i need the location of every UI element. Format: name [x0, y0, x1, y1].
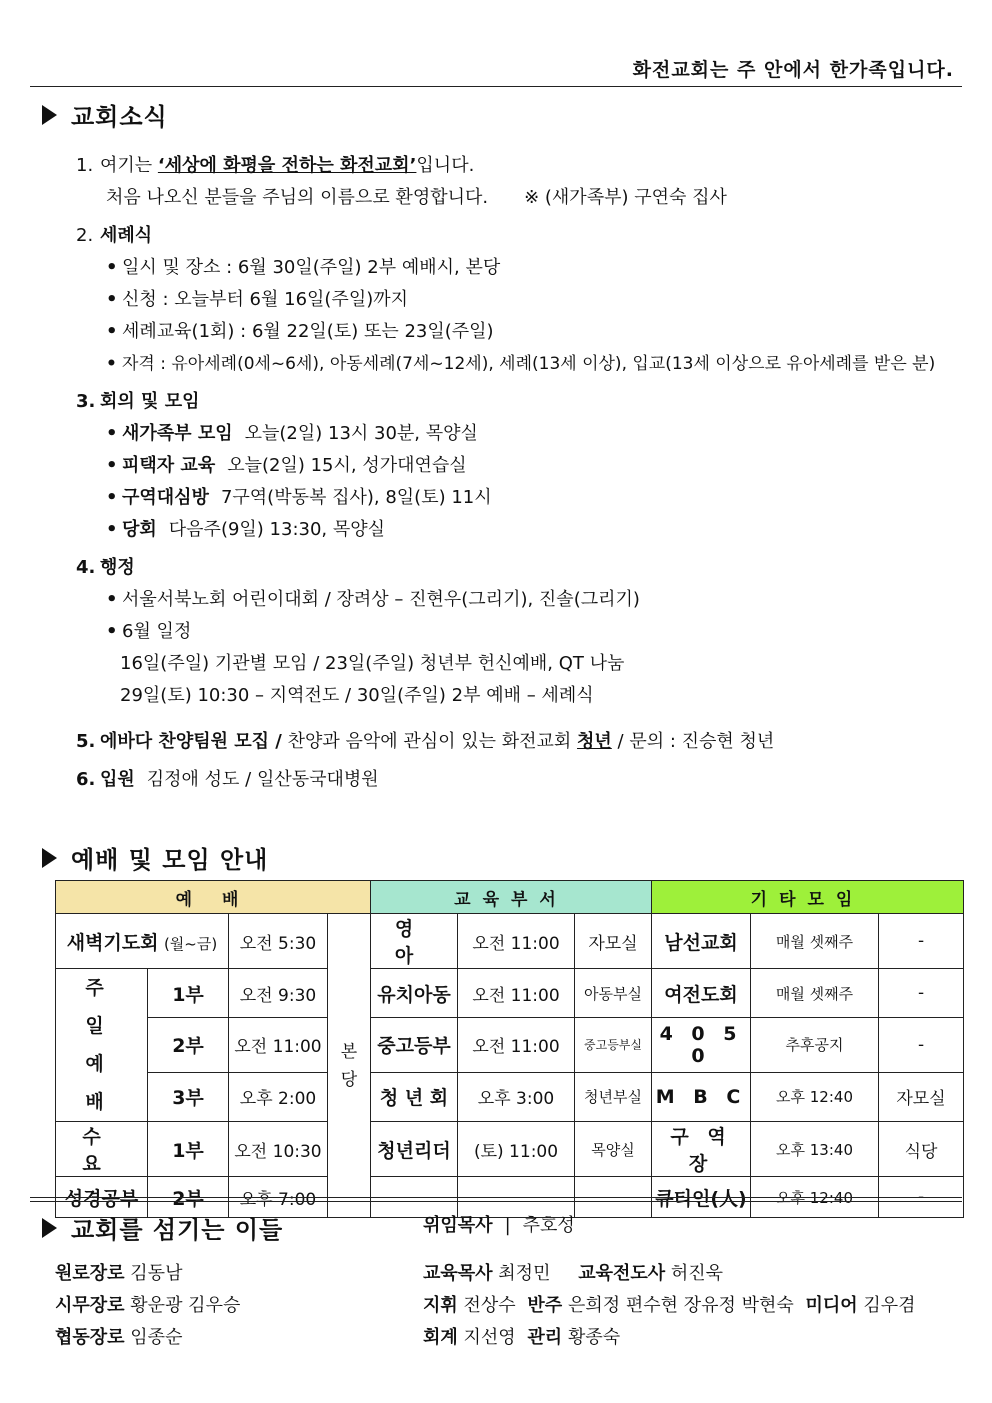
list-item	[55, 1290, 240, 1322]
bullet-dot-icon: •	[106, 621, 118, 642]
list-item	[423, 1258, 916, 1290]
edu-name: 유치아동	[371, 969, 458, 1018]
news-list	[76, 150, 956, 796]
item6-text: 김정애 성도 / 일산동국대병원	[146, 769, 379, 790]
news-item-1	[76, 150, 956, 182]
service-part: 2부	[148, 1018, 229, 1072]
item4-schedule-2: 29일(토) 10:30 – 지역전도 / 30일(주일) 2부 예배 – 세례식	[120, 685, 594, 706]
role-label: 교육목사	[423, 1263, 493, 1284]
item2-bullet-3: 세례교육(1회) : 6월 22일(토) 또는 23일(주일)	[122, 321, 494, 342]
role-label: 회계	[423, 1327, 458, 1348]
list-item	[423, 1322, 916, 1354]
role-label: 원로장로	[55, 1263, 125, 1284]
service-time: 오후 7:00	[229, 1177, 328, 1218]
role-names: 전상수	[463, 1295, 516, 1316]
etc-time: 오후 12:40	[751, 1177, 879, 1218]
news-item-2	[76, 220, 956, 252]
header-divider	[30, 86, 962, 87]
role-label: 지휘	[423, 1295, 458, 1316]
edu-room: 중고등부실	[575, 1018, 652, 1072]
meeting-text: 다음주(9일) 13:30, 목양실	[168, 519, 386, 540]
etc-time: 오후 12:40	[751, 1072, 879, 1121]
etc-name: 큐티인(人)	[652, 1177, 751, 1218]
church-motto: 화전교회는 주 안에서 한가족입니다.	[632, 59, 954, 81]
item-number: 4.	[76, 557, 96, 578]
header-education: 교육부서	[371, 881, 652, 914]
item4-schedule-1: 16일(주일) 기관별 모임 / 23일(주일) 청년부 헌신예배, QT 나눔	[120, 653, 625, 674]
edu-time: (토) 11:00	[458, 1122, 575, 1177]
list-item	[76, 584, 956, 616]
etc-room: 식당	[879, 1122, 964, 1177]
item4-bullet-1: 서울서북노회 어린이대회 / 장려상 – 진현우(그리기), 진솔(그리기)	[122, 589, 640, 610]
dawn-prayer-name: 새벽기도회	[66, 931, 159, 954]
edu-room: 목양실	[575, 1122, 652, 1177]
role-label: 교육전도사	[578, 1263, 666, 1284]
meeting-label: 새가족부 모임	[122, 423, 233, 444]
meeting-text: 오늘(2일) 15시, 성가대연습실	[227, 455, 467, 476]
role-names: 지선영	[463, 1327, 516, 1348]
triangle-bullet-icon	[42, 1218, 57, 1238]
role-names: 최정민	[498, 1263, 551, 1284]
servants-section-title	[42, 1210, 283, 1245]
item5-title: 에바다 찬양팀원 모집 /	[100, 731, 282, 752]
item1-post: 입니다.	[416, 155, 475, 176]
role-names: 황종숙	[567, 1327, 621, 1348]
edu-time: 오전 11:00	[458, 1018, 575, 1072]
item1-pre: 여기는	[100, 155, 158, 176]
etc-room: -	[879, 914, 964, 969]
role-label: 시무장로	[55, 1295, 125, 1316]
meeting-label: 당회	[122, 519, 157, 540]
item2-title: 세례식	[100, 225, 153, 246]
sunday-worship-label	[56, 969, 148, 1122]
etc-time: 추후공지	[751, 1018, 879, 1072]
item-number: 6.	[76, 769, 96, 790]
header-worship: 예 배	[56, 881, 371, 914]
pastor-name: 추호성	[522, 1215, 575, 1236]
list-item	[55, 1258, 240, 1290]
service-part: 1부	[148, 969, 229, 1018]
news-title-text: 교회소식	[71, 103, 168, 131]
item2-bullet-2: 신청 : 오늘부터 6월 16일(주일)까지	[122, 289, 409, 310]
edu-name: 중고등부	[371, 1018, 458, 1072]
list-item	[76, 514, 956, 546]
wednesday-label-2: 성경공부	[56, 1177, 148, 1218]
item3-title: 회의 및 모임	[100, 391, 200, 412]
schedule-table	[55, 880, 964, 1218]
dawn-prayer-days: (월~금)	[163, 934, 218, 953]
schedule-title-text: 예배 및 모임 안내	[71, 846, 269, 874]
item-number: 2.	[76, 225, 94, 246]
bullet-dot-icon: •	[106, 487, 118, 508]
list-item	[55, 1322, 240, 1354]
service-time: 오전 10:30	[229, 1122, 328, 1177]
role-names: 김우겸	[863, 1295, 916, 1316]
service-time: 오후 2:00	[229, 1072, 328, 1121]
role-names: 은희정 편수현 장유정 박현숙	[567, 1295, 794, 1316]
item4-bullet-2: 6월 일정	[122, 621, 192, 642]
edu-room: 청년부실	[575, 1072, 652, 1121]
list-item	[76, 616, 956, 648]
item5-target: 청년	[577, 731, 612, 752]
news-item-4	[76, 552, 956, 584]
etc-room: -	[879, 1177, 964, 1218]
bullet-dot-icon: •	[106, 519, 118, 540]
news-item-3	[76, 386, 956, 418]
item5-contact: / 문의 : 진승현 청년	[611, 731, 775, 752]
role-label: 미디어	[805, 1295, 858, 1316]
meeting-text: 오늘(2일) 13시 30분, 목양실	[244, 423, 478, 444]
edu-name: 청 년 회	[371, 1072, 458, 1121]
etc-name: M B C	[652, 1072, 751, 1121]
role-names: 김동남	[130, 1263, 183, 1284]
list-item	[76, 450, 956, 482]
etc-room: -	[879, 1018, 964, 1072]
role-names: 임종순	[130, 1327, 183, 1348]
role-label: 관리	[527, 1327, 563, 1348]
section-divider	[30, 1197, 962, 1202]
role-label: 반주	[527, 1295, 563, 1316]
item2-bullet-1: 일시 및 장소 : 6월 30일(주일) 2부 예배시, 본당	[122, 257, 501, 278]
bullet-dot-icon: •	[106, 589, 118, 610]
item1-note: ※ (새가족부) 구연숙 집사	[524, 187, 727, 208]
role-names: 허진욱	[670, 1263, 724, 1284]
edu-time: 오후 3:00	[458, 1072, 575, 1121]
edu-name: 청년리더	[371, 1122, 458, 1177]
edu-time: 오전 11:00	[458, 969, 575, 1018]
list-item	[76, 316, 956, 348]
edu-time: 오전 11:00	[458, 914, 575, 969]
service-part: 3부	[148, 1072, 229, 1121]
etc-name: 구 역 장	[652, 1122, 751, 1177]
role-label: 협동장로	[55, 1327, 125, 1348]
news-section-title	[42, 97, 168, 132]
service-part: 2부	[148, 1177, 229, 1218]
item4-title: 행정	[100, 557, 135, 578]
meeting-text: 7구역(박동복 집사), 8일(토) 11시	[220, 487, 492, 508]
pastor-separator: |	[504, 1215, 511, 1236]
etc-time: 매월 셋째주	[751, 914, 879, 969]
edu-room: 아동부실	[575, 969, 652, 1018]
etc-time: 오후 13:40	[751, 1122, 879, 1177]
list-item	[76, 418, 956, 450]
item2-bullet-4: 자격 : 유아세례(0세~6세), 아동세례(7세~12세), 세례(13세 이상), 입교(13세 이상으로 유아세례를 받은 분)	[122, 354, 936, 374]
etc-name: 4 0 5 0	[652, 1018, 751, 1072]
item1-welcome: 처음 나오신 분들을 주님의 이름으로 환영합니다.	[106, 187, 489, 208]
bullet-dot-icon: •	[106, 455, 118, 476]
etc-time: 매월 셋째주	[751, 969, 879, 1018]
service-time: 오전 11:00	[229, 1018, 328, 1072]
item1-highlight: ‘세상에 화평을 전하는 화전교회’	[157, 155, 417, 176]
list-item	[76, 348, 956, 380]
service-time: 오전 9:30	[229, 969, 328, 1018]
elders-list	[55, 1258, 240, 1354]
edu-name: 영 아	[371, 914, 458, 969]
senior-pastor	[423, 1210, 575, 1242]
bullet-dot-icon: •	[106, 423, 118, 444]
service-part: 1부	[148, 1122, 229, 1177]
servants-title-text: 교회를 섬기는 이들	[71, 1216, 284, 1244]
dawn-prayer-time: 오전 5:30	[229, 914, 328, 969]
item-number: 5.	[76, 731, 96, 752]
bullet-dot-icon: •	[106, 289, 118, 310]
news-item-6	[76, 764, 956, 796]
news-item-5	[76, 726, 956, 758]
etc-name: 남선교회	[652, 914, 751, 969]
etc-room: -	[879, 969, 964, 1018]
schedule-section-title	[42, 840, 268, 875]
list-item	[76, 284, 956, 316]
list-item	[76, 252, 956, 284]
meeting-label: 피택자 교육	[122, 455, 216, 476]
sunday-worship-text: 주 일 예 배	[85, 977, 118, 1113]
etc-name: 여전도회	[652, 969, 751, 1018]
item6-title: 입원	[100, 769, 135, 790]
staff-list	[423, 1258, 916, 1354]
venue-cell	[328, 914, 371, 1218]
triangle-bullet-icon	[42, 105, 57, 125]
header-other-meetings: 기타모임	[652, 881, 964, 914]
meeting-label: 구역대심방	[122, 487, 209, 508]
bullet-dot-icon: •	[106, 354, 117, 374]
venue-text: 본 당	[340, 1041, 358, 1090]
dawn-prayer-cell	[56, 914, 229, 969]
etc-room: 자모실	[879, 1072, 964, 1121]
wednesday-label-1: 수 요	[56, 1122, 148, 1177]
item-number: 3.	[76, 391, 96, 412]
list-item	[76, 482, 956, 514]
list-item	[423, 1290, 916, 1322]
edu-room: 자모실	[575, 914, 652, 969]
bullet-dot-icon: •	[106, 257, 118, 278]
triangle-bullet-icon	[42, 848, 57, 868]
role-names: 황운광 김우승	[130, 1295, 241, 1316]
item5-text: 찬양과 음악에 관심이 있는 화전교회	[281, 731, 578, 752]
item-number: 1.	[76, 155, 94, 176]
news-item-1-line2	[76, 182, 956, 214]
pastor-label: 위임목사	[423, 1215, 493, 1236]
bullet-dot-icon: •	[106, 321, 118, 342]
